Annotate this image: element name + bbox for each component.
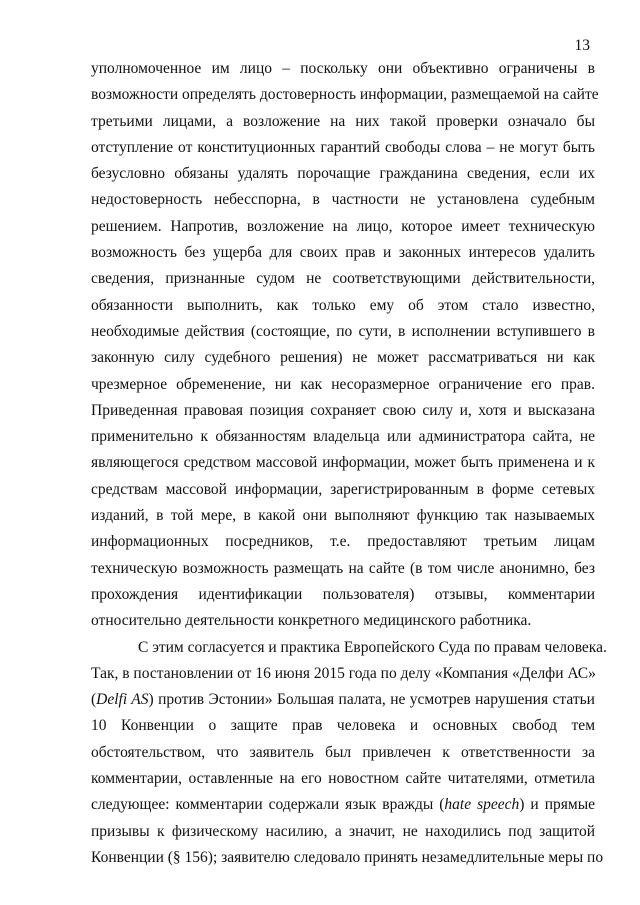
text-line: решением. Напротив, возложение на лицо, которое имеет техническую <box>91 217 595 235</box>
text-line: уполномоченное им лицо – поскольку они объективно ограничены в <box>91 60 595 77</box>
text-line: 10 Конвенции о защите прав человека и основных свобод тем <box>91 717 595 735</box>
page-number: 13 <box>574 37 590 54</box>
line-rest: ) против Эстонии» Большая палата, не усмотрев нарушения статьи <box>148 691 595 709</box>
paragraph-start-line: С этим согласуется и практика Европейского Суда по правам человека. <box>138 638 607 656</box>
text-line: техническую возможность размещать на сайте (в том числе анонимно, без <box>91 559 595 577</box>
text-line: являющегося средством массовой информации, может быть применена и к <box>91 454 595 472</box>
line-start: следующее: комментарии содержали язык вражды ( <box>91 796 445 814</box>
text-line: комментарии, оставленные на его новостном сайте читателями, отметила <box>91 770 595 788</box>
text-line: средствам массовой информации, зарегистрированным в форме сетевых <box>91 480 595 498</box>
text-line: законную силу судебного решения) не может рассматриваться ни как <box>91 349 595 367</box>
text-line: прохождения идентификации пользователя) отзывы, комментарии <box>91 585 595 603</box>
text-line: Конвенции (§ 156); заявителю следовало принять незамедлительные меры по <box>91 848 604 866</box>
text-line: недостоверность небесспорна, в частности не установлена судебным <box>91 191 595 209</box>
text-line: чрезмерное обременение, ни как несоразмерное ограничение его прав. <box>91 375 595 393</box>
text-line: необходимые действия (состоящие, по сути, в исполнении вступившего в <box>91 322 595 340</box>
text-line: отступление от конституционных гарантий свободы слова – не могут быть <box>91 138 595 156</box>
paragraph-end-line: относительно деятельности конкретного медицинского работника. <box>91 612 532 630</box>
text-line: призывы к физическому насилию, а значит, не находились под защитой <box>91 822 595 840</box>
paren-open: ( <box>91 691 97 709</box>
text-line: возможность без ущерба для своих прав и законных интересов удалить <box>91 244 595 262</box>
text-line-with-italic <box>91 687 595 713</box>
text-line: информационных посредников, т.е. предоставляют третьим лицам <box>91 533 595 551</box>
document-body <box>91 56 607 871</box>
text-line: безусловно обязаны удалять порочащие гражданина сведения, если их <box>91 165 595 183</box>
text-line: возможности определять достоверность информации, размещаемой на сайте <box>91 86 599 104</box>
text-line: сведения, признанные судом не соответствующими действительности, <box>91 270 595 288</box>
text-line: применительно к обязанностям владельца или администратора сайта, не <box>91 428 595 446</box>
text-line: Так, в постановлении от 16 июня 2015 года по делу «Компания «Делфи АС» <box>91 664 596 682</box>
italic-term: hate speech <box>444 796 520 814</box>
line-end: ) и прямые <box>519 796 596 814</box>
text-line: изданий, в той мере, в какой они выполняют функцию так называемых <box>91 507 595 525</box>
italic-case-name: Delfi AS <box>96 691 149 709</box>
text-line: третьими лицами, а возложение на них такой проверки означало бы <box>91 112 595 130</box>
text-line-with-italic <box>91 792 595 818</box>
text-line: обязанности выполнить, как только ему об этом стало известно, <box>91 296 595 314</box>
text-line: Приведенная правовая позиция сохраняет свою силу и, хотя и высказана <box>91 401 595 419</box>
text-line: обстоятельством, что заявитель был привлечен к ответственности за <box>91 743 595 761</box>
